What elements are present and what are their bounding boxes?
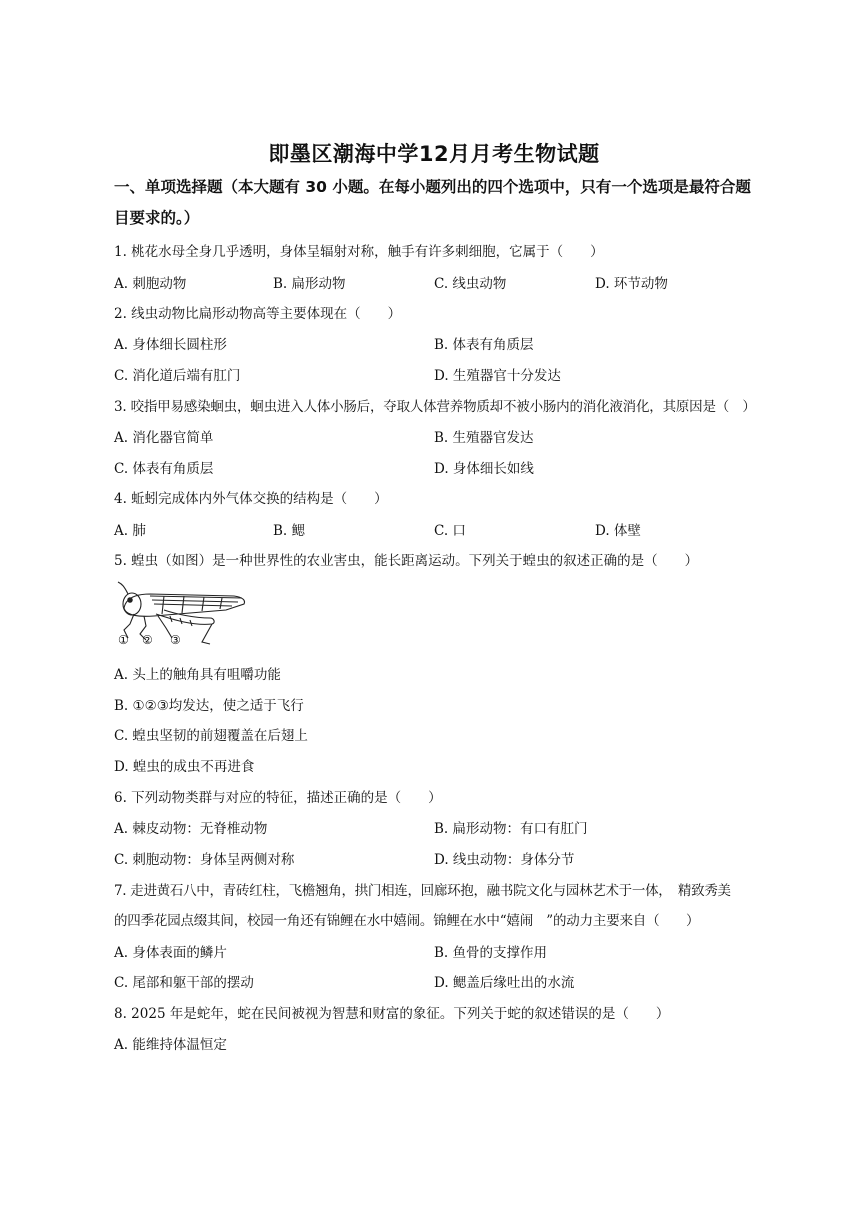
section-heading-line-1: 一、单项选择题（本大题有 30 小题。在每小题列出的四个选项中，只有一个选项是最符合题	[114, 178, 751, 196]
question-4-option-d: D. 体壁	[595, 523, 641, 539]
question-7-option-c: C. 尾部和躯干部的摆动	[114, 975, 254, 991]
question-5-option-a: A. 头上的触角具有咀嚼功能	[114, 667, 281, 683]
question-6-option-a: A. 棘皮动物：无脊椎动物	[114, 821, 268, 837]
question-4-option-b: B. 鳃	[273, 523, 306, 539]
question-5-option-d: D. 蝗虫的成虫不再进食	[114, 759, 255, 775]
question-7-option-b: B. 鱼骨的支撑作用	[434, 945, 548, 961]
question-2-option-c: C. 消化道后端有肛门	[114, 368, 241, 384]
figure-label-1: ①	[118, 633, 129, 647]
question-5-option-c: C. 蝗虫坚韧的前翅覆盖在后翅上	[114, 728, 308, 744]
question-5-option-b: B. ①②③均发达，使之适于飞行	[114, 698, 304, 714]
question-7-stem-line-2: 的四季花园点缀其间，校园一角还有锦鲤在水中嬉闹。锦鲤在水中“嬉闹 ”的动力主要来自（ ）	[114, 913, 700, 929]
question-2-option-a: A. 身体细长圆柱形	[114, 337, 227, 353]
figure-label-3: ③	[170, 633, 181, 647]
question-4-stem: 4. 蚯蚓完成体内外气体交换的结构是（ ）	[114, 491, 388, 507]
question-7-stem-line-1: 7. 走进黄石八中，青砖红柱，飞檐翘角，拱门相连，回廊环抱，融书院文化与园林艺术于一体， 精致秀美	[114, 883, 731, 899]
question-6-stem: 6. 下列动物类群与对应的特征，描述正确的是（ ）	[114, 790, 442, 806]
question-1-stem: 1. 桃花水母全身几乎透明，身体呈辐射对称，触手有许多刺细胞，它属于（ ）	[114, 244, 604, 260]
question-6-option-b: B. 扁形动物：有口有肛门	[434, 821, 588, 837]
question-7-option-d: D. 鳃盖后缘吐出的水流	[434, 975, 575, 991]
question-6-option-d: D. 线虫动物：身体分节	[434, 852, 575, 868]
question-1-option-c: C. 线虫动物	[434, 276, 507, 292]
question-3-option-a: A. 消化器官简单	[114, 430, 214, 446]
figure-label-2: ②	[142, 633, 153, 647]
question-6-option-c: C. 刺胞动物：身体呈两侧对称	[114, 852, 295, 868]
section-heading-line-2: 目要求的。）	[114, 209, 200, 227]
question-2-option-d: D. 生殖器官十分发达	[434, 368, 561, 384]
question-4-option-a: A. 肺	[114, 523, 146, 539]
question-7-option-a: A. 身体表面的鳞片	[114, 945, 227, 961]
question-1-option-d: D. 环节动物	[595, 276, 668, 292]
question-3-option-c: C. 体表有角质层	[114, 461, 214, 477]
question-2-option-b: B. 体表有角质层	[434, 337, 534, 353]
question-8-stem: 8. 2025 年是蛇年，蛇在民间被视为智慧和财富的象征。下列关于蛇的叙述错误的是（ ）	[114, 1006, 670, 1022]
question-4-option-c: C. 口	[434, 523, 466, 539]
question-3-stem: 3. 咬指甲易感染蛔虫，蛔虫进入人体小肠后，夺取人体营养物质却不被小肠内的消化液消化，其原因是（ ）	[114, 399, 756, 415]
page-title: 即墨区潮海中学12月月考生物试题	[268, 142, 600, 166]
grasshopper-figure	[114, 580, 254, 648]
question-1-option-a: A. 刺胞动物	[114, 276, 187, 292]
question-3-option-b: B. 生殖器官发达	[434, 430, 534, 446]
question-3-option-d: D. 身体细长如线	[434, 461, 534, 477]
question-8-option-a: A. 能维持体温恒定	[114, 1037, 227, 1053]
question-5-stem: 5. 蝗虫（如图）是一种世界性的农业害虫，能长距离运动。下列关于蝗虫的叙述正确的是（ ）	[114, 553, 699, 569]
question-1-option-b: B. 扁形动物	[273, 276, 346, 292]
question-2-stem: 2. 线虫动物比扁形动物高等主要体现在（ ）	[114, 306, 402, 322]
